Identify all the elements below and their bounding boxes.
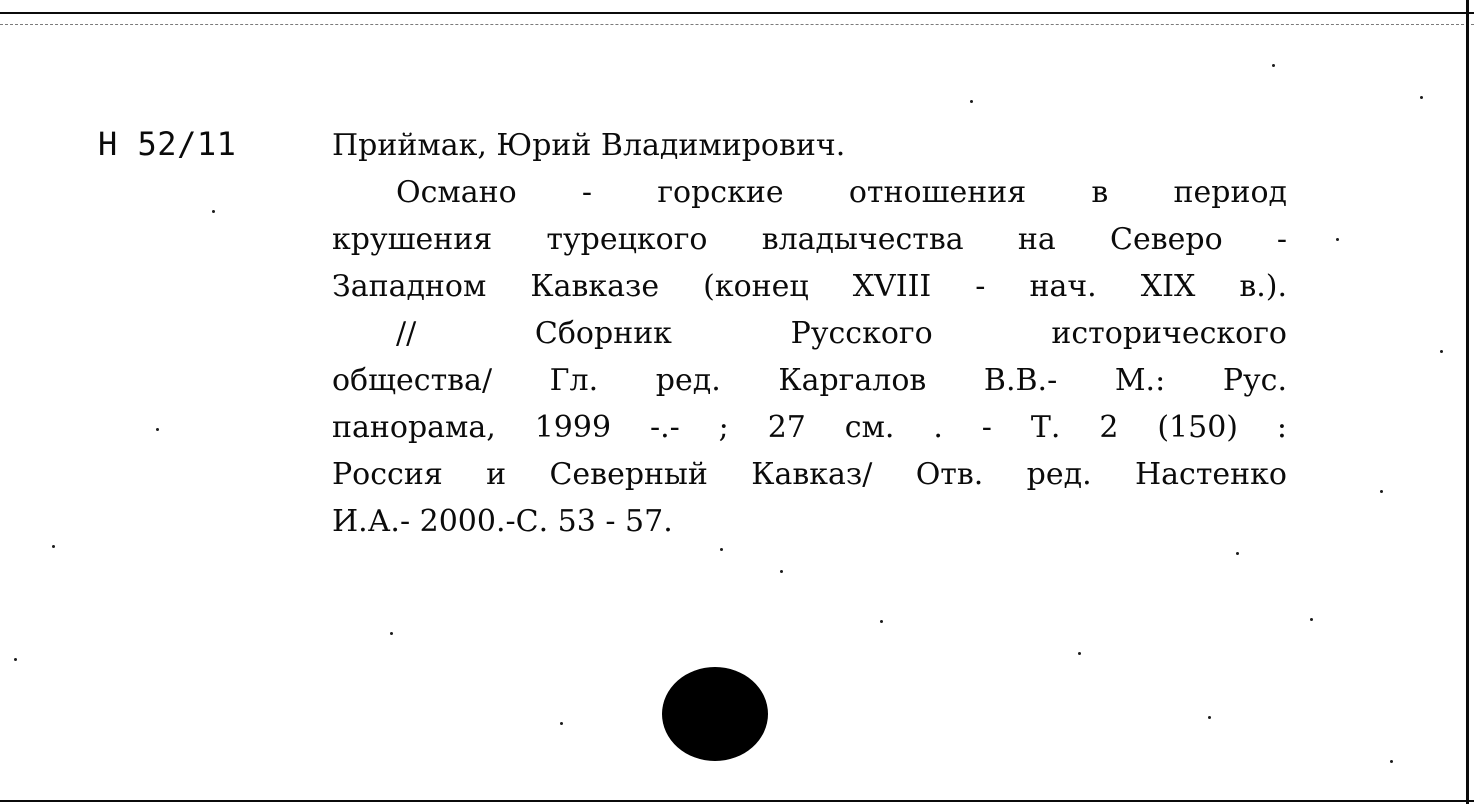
scan-speck [970, 100, 973, 103]
source-line-4: Россия и Северный Кавказ/ Отв. ред. Настенко [332, 457, 1287, 492]
scan-speck [880, 620, 883, 623]
scan-speck [1380, 490, 1383, 493]
source-line-1: // Сборник Русского исторического [396, 316, 1287, 351]
scan-speck [1272, 64, 1275, 67]
scan-speck [390, 632, 393, 635]
title-line-3: Западном Кавказе (конец XVIII - нач. XIX в.). [332, 269, 1287, 304]
scan-speck [780, 570, 783, 573]
title-line-1: Османо - горские отношения в период [396, 175, 1287, 210]
bottom-border-line [0, 800, 1474, 802]
scan-speck [1440, 350, 1443, 353]
scan-speck [212, 210, 215, 213]
punch-hole [662, 667, 768, 761]
scan-speck [1390, 760, 1393, 763]
scan-speck [560, 722, 563, 725]
title-line-2: крушения турецкого владычества на Северо - [332, 222, 1287, 257]
scan-speck [156, 428, 159, 431]
scan-speck [1208, 716, 1211, 719]
right-border-line [1466, 0, 1469, 804]
scan-speck [1420, 96, 1423, 99]
top-border-line [0, 12, 1474, 14]
source-line-3: панорама, 1999 -.- ; 27 см. . - Т. 2 (150) : [332, 410, 1287, 445]
source-line-2: общества/ Гл. ред. Каргалов В.В.- М.: Рус. [332, 363, 1287, 398]
bibliographic-entry [332, 122, 1287, 545]
scan-speck [1078, 652, 1081, 655]
top-dashed-line [0, 24, 1474, 25]
scan-speck [1236, 552, 1239, 555]
scan-speck [720, 548, 723, 551]
scan-speck [1336, 238, 1339, 241]
shelfmark: Н 52/11 [98, 125, 237, 163]
author-line: Приймак, Юрий Владимирович. [332, 128, 846, 163]
scan-speck [52, 545, 55, 548]
source-line-5: И.А.- 2000.-С. 53 - 57. [332, 504, 673, 539]
scan-speck [1310, 618, 1313, 621]
scan-speck [14, 658, 17, 661]
